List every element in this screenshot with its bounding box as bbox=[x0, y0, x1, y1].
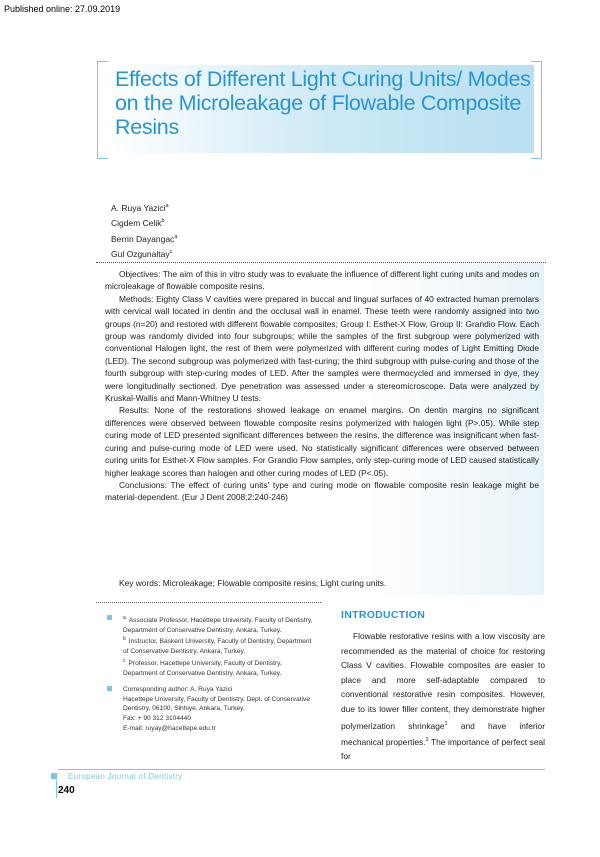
abstract bbox=[105, 268, 539, 504]
page-number: 240 bbox=[58, 785, 75, 796]
bullet-square-icon bbox=[107, 686, 112, 691]
divider-dotted bbox=[96, 602, 321, 603]
affiliation-footnotes bbox=[107, 614, 317, 733]
introduction-text: Flowable restorative resins with a low viscosity are recommended as the material of choice for restoring Class V cavities. Flowable composites are easier to place and more self-adaptable compared to conventional restorative resin composites. However, due to its lower filler content, they demonstrate higher polymerization shrinkage$^1$ and have inferior mechanical properties.$^2$ The importance of perfect seal for bbox=[341, 631, 546, 762]
footnote: $^a$ Associate Professor, Hacettepe University, Faculty of Dentistry, Department of Conservative Dentistry, Ankara, Turkey. bbox=[107, 614, 317, 635]
author: A. Ruya Yazici$^a$ bbox=[111, 202, 169, 213]
article-title: Effects of Different Light Curing Units/ Modes on the Microleakage of Flowable Composite Resins bbox=[115, 67, 531, 139]
footer-rule bbox=[58, 769, 545, 770]
author: Berrin Dayangac$^a$ bbox=[111, 233, 178, 244]
keywords: Key words: Microleakage; Flowable composite resins; Light curing units. bbox=[119, 578, 387, 588]
title-box bbox=[97, 61, 542, 157]
author: Gul Ozgunaltay$^c$ bbox=[111, 248, 173, 259]
abstract-results: Results: None of the restorations showed leakage on enamel margins. On dentin margins no significant differences were observed between flowable composite resins polymerized with halogen light (P>.05). While step curing mode of LED presented significant differences between the resins, the difference was insignificant when fast-curing and pulse-curing mode of LED were used. No statistically significant differences were observed between curing units for Esthet-X Flow samples. For Grandio Flow samples, only step-curing mode of LED caused statistically higher leakage scores than halogen and other curing modes of LED (P<.05). bbox=[105, 405, 539, 478]
email-address: E-mail: ruyay@hacettepe.edu.tr bbox=[123, 724, 216, 732]
author-list bbox=[111, 200, 177, 261]
footnote: $^c$ Professor, Hacettepe University, Faculty of Dentistry, Department of Conservative Dentistry, Ankara, Turkey. bbox=[123, 657, 282, 677]
footnote: $^b$ Instructor, Baskent University, Faculty of Dentistry, Department of Conservative Dentistry, Ankara, Turkey. bbox=[123, 636, 312, 656]
page-number-tick bbox=[56, 780, 57, 798]
footer-square-icon bbox=[51, 773, 57, 779]
journal-name: European Journal of Dentistry bbox=[68, 772, 183, 781]
abstract-methods: Methods: Eighty Class V cavities were prepared in buccal and lingual surfaces of 40 extracted human premolars with cervical wall located in dentin and the occlusal wall in enamel. These teeth were randomly assigned into two groups (n=20) and restored with different flowable composites; Group I: Esthet-X Flow, Group II: Grandio Flow. Each group was randomly divided into four subgroups; while the samples of the first subgroup were polymerized with conventional Halogen light, the rest of them were polymerized with different curing modes of Light Emitting Diode (LED). The second subgroup was polymerized with fast-curing; the third subgroup with pulse-curing and those of the fourth subgroup with step-curing modes of LED. After the samples were thermocycled and immersed in dye, they were longitudinally sectioned. Dye penetration was assessed under a stereomicroscope. Data were analyzed by Kruskal-Wallis and Mann-Whitney U tests. bbox=[105, 293, 539, 404]
published-online-note: Published online: 27.09.2019 bbox=[4, 4, 121, 14]
corresponding-author: Corresponding author: A. Ruya Yazici Hacettepe University, Faculty of Dentistry, Dept. of Conservative Dentistry, 06100, Sihhiye, Ankara, Turkey. Fax: + 90 312 3104440 E-mail: ruyay@hacettepe.edu.tr bbox=[107, 685, 317, 733]
abstract-conclusions: Conclusions: The effect of curing units' type and curing mode on flowable composite resin leakage might be material-dependent. (Eur J Dent 2008;2:240-246) bbox=[105, 479, 539, 503]
bullet-square-icon bbox=[107, 615, 112, 620]
abstract-objectives: Objectives: The aim of this in vitro study was to evaluate the influence of different light curing units and modes on microleakage of flowable composite resins. bbox=[105, 269, 539, 292]
author: Cigdem Celik$^b$ bbox=[111, 218, 165, 229]
section-heading-introduction: INTRODUCTION bbox=[341, 609, 426, 621]
